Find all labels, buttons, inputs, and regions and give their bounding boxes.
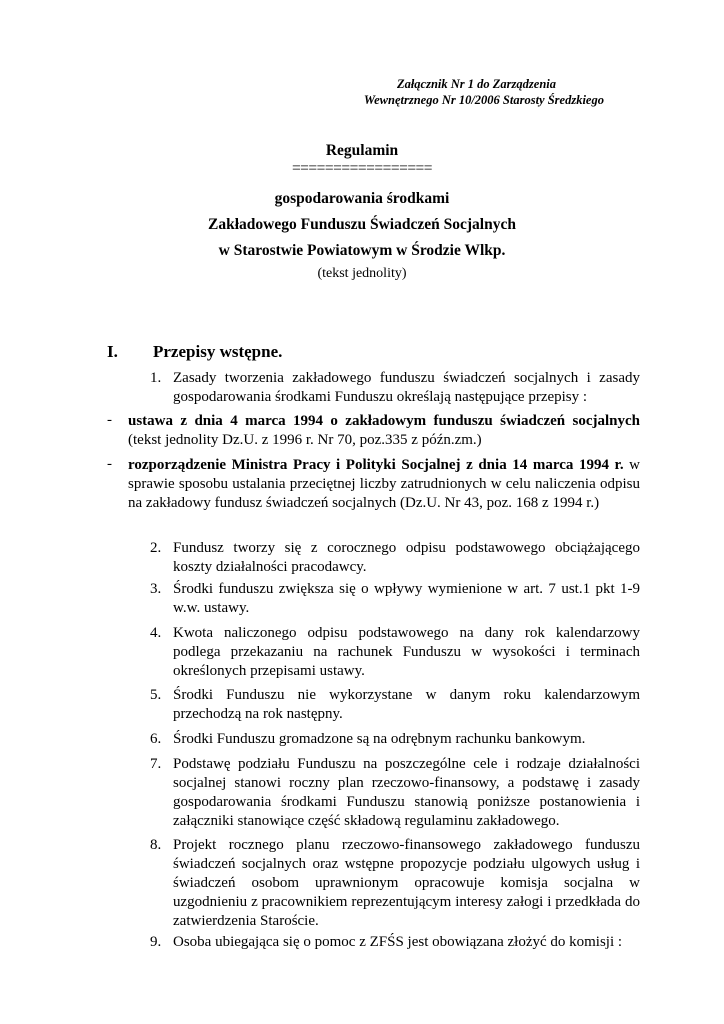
section-number: I. (107, 342, 118, 361)
list-item (150, 686, 640, 724)
law-details: w sprawie sposobu ustalania przeciętnej liczby zatrudnionych w celu naliczenia odpisu na zakładowy fundusz świadczeń socjalnych (Dz.U. Nr 43, poz. 168 z 1994 r.) (128, 457, 640, 511)
attachment-header (364, 76, 604, 108)
header-line-1: Załącznik Nr 1 do Zarządzenia (396, 77, 556, 91)
list-item (150, 730, 640, 749)
law-dash: - (107, 456, 112, 472)
doc-title: Regulamin (325, 142, 399, 159)
header-line-2: Wewnętrznego Nr 10/2006 Starosty Średzkiego (363, 93, 604, 107)
item-text: Środki Funduszu nie wykorzystane w danym roku kalendarzowym przechodzą na rok następny. (173, 687, 640, 722)
item-number: 7. (150, 756, 162, 772)
law-details: (tekst jednolity Dz.U. z 1996 r. Nr 70, poz.335 z późn.zm.) (128, 432, 482, 448)
list-item (150, 755, 640, 831)
section-heading (107, 342, 282, 362)
item-text: Środki Funduszu gromadzone są na odrębnym rachunku bankowym. (173, 731, 586, 747)
item-text: Osoba ubiegająca się o pomoc z ZFŚS jest obowiązana złożyć do komisji : (173, 934, 623, 950)
item-number: 8. (150, 837, 162, 853)
title-line-3: Zakładowego Funduszu Świadczeń Socjalnych (208, 216, 516, 233)
item-text: Fundusz tworzy się z corocznego odpisu podstawowego obciążającego koszty działalności pracodawcy. (173, 540, 640, 575)
item-number: 6. (150, 731, 162, 747)
item-number: 4. (150, 625, 162, 641)
title-line-4: w Starostwie Powiatowym w Środzie Wlkp. (218, 242, 506, 259)
item-text: Projekt rocznego planu rzeczowo-finansowego zakładowego funduszu świadczeń socjalnych oraz wstępne propozycje podziału ulgowych usług i świadczeń osobom uprawnionym opracowuje komisja socjalna w uzgodnieniu z pracownikiem reprezentującym interesy załogi i przedkłada do zatwierdzenia Staroście. (173, 837, 640, 929)
section-title: Przepisy wstępne. (153, 342, 283, 361)
list-item (150, 624, 640, 681)
list-item (150, 836, 640, 931)
law-text (128, 412, 640, 450)
law-text (128, 456, 640, 513)
item-number: 9. (150, 934, 162, 950)
item-number: 3. (150, 581, 162, 597)
item-number: 5. (150, 687, 162, 703)
title-rule: ================= (291, 160, 433, 177)
law-title: ustawa z dnia 4 marca 1994 o zakładowym funduszu świadczeń socjalnych (128, 413, 640, 429)
item-number: 1. (150, 370, 162, 386)
item-number: 2. (150, 540, 162, 556)
law-title: rozporządzenie Ministra Pracy i Polityki Socjalnej z dnia 14 marca 1994 r. (128, 457, 624, 473)
item-text: Środki funduszu zwiększa się o wpływy wymienione w art. 7 ust.1 pkt 1-9 w.w. ustawy. (173, 581, 640, 616)
title-note: (tekst jednolity) (317, 266, 407, 281)
item-text: Podstawę podziału Funduszu na poszczególne cele i rodzaje działalności socjalnej stanowi roczny plan rzeczowo-finansowy, a podstawę i zasady gospodarowania środkami Funduszu stanowią poniższe postanowienia i załączniki stanowiące część składową regulaminu zakładowego. (173, 756, 640, 829)
list-item (150, 539, 640, 577)
list-item (150, 933, 640, 952)
title-line-2: gospodarowania środkami (274, 190, 450, 207)
item-text: Kwota naliczonego odpisu podstawowego na dany rok kalendarzowy podlega przekazaniu na rachunek Funduszu w wysokości i terminach określonych przepisami ustawy. (173, 625, 640, 679)
list-item (150, 580, 640, 618)
law-dash: - (107, 412, 112, 428)
list-item (150, 369, 640, 407)
item-text: Zasady tworzenia zakładowego funduszu świadczeń socjalnych i zasady gospodarowania środkami Funduszu określają następujące przepisy : (173, 370, 640, 405)
